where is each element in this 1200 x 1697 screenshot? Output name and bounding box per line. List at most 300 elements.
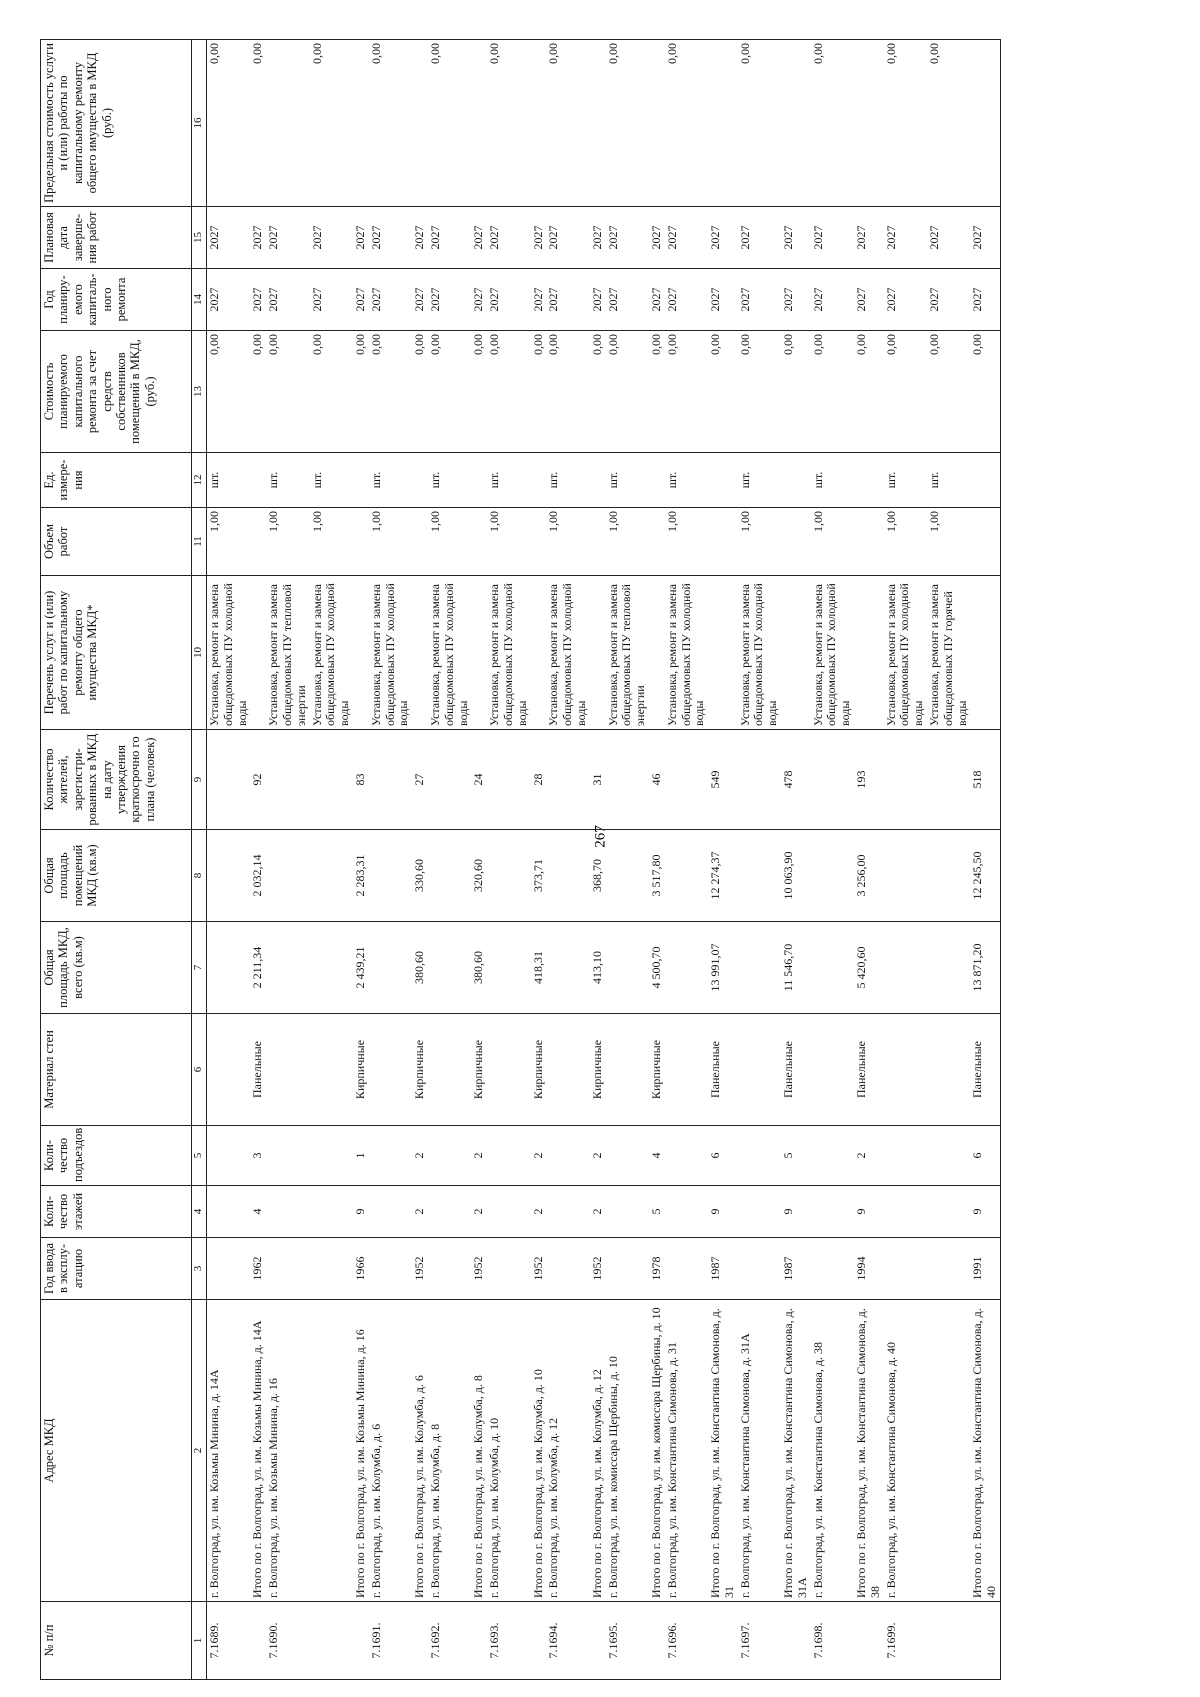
col-header: Общая площадь МКД, всего (кв.м): [41, 922, 192, 1014]
cell-unit: шт.: [738, 453, 781, 508]
cell-floors: 2: [412, 1186, 428, 1238]
table-row: [207, 40, 251, 1680]
cell-year: 2027: [590, 269, 606, 331]
cell-empty: [310, 1238, 353, 1300]
cell-num: 7.1697.: [738, 1602, 781, 1680]
cell-entrances: 2: [412, 1126, 428, 1186]
cell-floors: 5: [649, 1186, 665, 1238]
cell-address: г. Волгоград, ул. им. Константина Симонова, д. 38: [811, 1300, 854, 1602]
cell-volume: 1,00: [207, 508, 251, 576]
table-row: [738, 40, 781, 1680]
cell-empty: [310, 830, 353, 922]
cell-empty: [266, 1014, 309, 1126]
cell-address: Итого по г. Волгоград, ул. им. комиссара Щербины, д. 10: [649, 1300, 665, 1602]
cell-empty: [428, 1014, 471, 1126]
cell-empty: [606, 1126, 649, 1186]
cell-empty: [487, 1238, 530, 1300]
col-number: 1: [192, 1602, 207, 1680]
total-row: [649, 40, 665, 1680]
cell-area_rooms: 12 274,37: [708, 830, 738, 922]
cell-num: 7.1696.: [665, 1602, 708, 1680]
cell-empty: [590, 1602, 606, 1680]
cell-area_rooms: 320,60: [471, 830, 487, 922]
cell-empty: [546, 730, 589, 830]
cell-cost: 0,00: [854, 331, 884, 453]
cell-end: 2027: [353, 207, 369, 269]
cell-empty: [665, 1014, 708, 1126]
total-row: [412, 40, 428, 1680]
cell-empty: [738, 730, 781, 830]
cell-floors: 9: [353, 1186, 369, 1238]
cell-empty: [884, 1186, 927, 1238]
cell-volume: 1,00: [310, 508, 353, 576]
cell-empty: [207, 922, 251, 1014]
cell-empty: [369, 922, 412, 1014]
cell-unit: шт.: [606, 453, 649, 508]
cell-empty: [250, 576, 266, 730]
cell-cost: 0,00: [606, 331, 649, 453]
cell-empty: [471, 1602, 487, 1680]
col-header: Год ввода в эксплу-атацию: [41, 1238, 192, 1300]
cell-num: [310, 1602, 353, 1680]
cell-empty: [884, 922, 927, 1014]
cell-address: г. Волгоград, ул. им. Константина Симонова, д. 40: [884, 1300, 927, 1602]
cell-work: Установка, ремонт и замена общедомовых ПУ холодной воды: [546, 576, 589, 730]
col-number: 6: [192, 1014, 207, 1126]
cell-limit: 0,00: [738, 40, 781, 207]
cell-unit: шт.: [811, 453, 854, 508]
table-row: [811, 40, 854, 1680]
cell-address: Итого по г. Волгоград, ул. им. Константина Симонова, д. 31А: [781, 1300, 811, 1602]
cell-cost: 0,00: [590, 331, 606, 453]
total-row: [250, 40, 266, 1680]
cell-empty: [811, 922, 854, 1014]
cell-work: Установка, ремонт и замена общедомовых ПУ холодной воды: [369, 576, 412, 730]
cell-unit: шт.: [207, 453, 251, 508]
cell-empty: [546, 1014, 589, 1126]
cell-num: 7.1691.: [369, 1602, 412, 1680]
cell-residents: 27: [412, 730, 428, 830]
cell-num: 7.1695.: [606, 1602, 649, 1680]
cell-empty: [970, 453, 1000, 508]
cell-area_rooms: 3 517,80: [649, 830, 665, 922]
cell-unit: шт.: [266, 453, 309, 508]
total-row: [970, 40, 1000, 1680]
cell-end: 2027: [970, 207, 1000, 269]
cell-limit: [708, 40, 738, 207]
cell-empty: [665, 1126, 708, 1186]
cell-area_total: 2 439,21: [353, 922, 369, 1014]
cell-entrances: 6: [970, 1126, 1000, 1186]
cell-work: Установка, ремонт и замена общедомовых ПУ тепловой энергии: [606, 576, 649, 730]
cell-residents: 31: [590, 730, 606, 830]
cell-work: Установка, ремонт и замена общедомовых ПУ холодной воды: [207, 576, 251, 730]
col-number: 5: [192, 1126, 207, 1186]
cell-limit: [854, 40, 884, 207]
cell-empty: [487, 922, 530, 1014]
col-number: 11: [192, 508, 207, 576]
cell-empty: [428, 922, 471, 1014]
cell-empty: [546, 1186, 589, 1238]
cell-area_total: 418,31: [531, 922, 547, 1014]
cell-floors: 2: [590, 1186, 606, 1238]
cell-empty: [854, 453, 884, 508]
cell-year: 2027: [927, 269, 970, 331]
col-number: 14: [192, 269, 207, 331]
cell-floors: 4: [250, 1186, 266, 1238]
cell-limit: 0,00: [665, 40, 708, 207]
cell-year: 2027: [970, 269, 1000, 331]
cell-address: г. Волгоград, ул. им. Колумба, д. 10: [487, 1300, 530, 1602]
cell-area_rooms: 330,60: [412, 830, 428, 922]
cell-empty: [266, 1238, 309, 1300]
cell-walls: Панельные: [970, 1014, 1000, 1126]
cell-num: 7.1694.: [546, 1602, 589, 1680]
cell-limit: [781, 40, 811, 207]
cell-year: 2027: [207, 269, 251, 331]
cell-floors: 9: [970, 1186, 1000, 1238]
cell-empty: [738, 1126, 781, 1186]
cell-cost: 0,00: [649, 331, 665, 453]
cell-cost: 0,00: [310, 331, 353, 453]
cell-volume: 1,00: [927, 508, 970, 576]
cell-limit: 0,00: [927, 40, 970, 207]
cell-empty: [531, 1602, 547, 1680]
cell-limit: 0,00: [310, 40, 353, 207]
cell-work: Установка, ремонт и замена общедомовых ПУ холодной воды: [884, 576, 927, 730]
col-number: 4: [192, 1186, 207, 1238]
cell-volume: 1,00: [369, 508, 412, 576]
col-header: Плановая дата заверше-ния работ: [41, 207, 192, 269]
cell-cost: 0,00: [487, 331, 530, 453]
cell-end: 2027: [369, 207, 412, 269]
cell-built: 1952: [471, 1238, 487, 1300]
total-row: [590, 40, 606, 1680]
cell-residents: 46: [649, 730, 665, 830]
col-header: № п/п: [41, 1602, 192, 1680]
cell-empty: [927, 1126, 970, 1186]
cell-work: Установка, ремонт и замена общедомовых ПУ холодной воды: [738, 576, 781, 730]
cell-work: Установка, ремонт и замена общедомовых ПУ холодной воды: [487, 576, 530, 730]
cell-empty: [471, 453, 487, 508]
cell-area_rooms: 2 283,31: [353, 830, 369, 922]
cell-year: 2027: [546, 269, 589, 331]
cell-unit: шт.: [487, 453, 530, 508]
cell-empty: [207, 830, 251, 922]
cell-floors: 9: [708, 1186, 738, 1238]
cell-empty: [207, 1186, 251, 1238]
cell-empty: [884, 730, 927, 830]
cell-walls: Панельные: [250, 1014, 266, 1126]
cell-limit: [590, 40, 606, 207]
cell-address: Итого по г. Волгоград, ул. им. Константина Симонова, д. 38: [854, 1300, 884, 1602]
cell-entrances: 2: [531, 1126, 547, 1186]
cell-empty: [606, 830, 649, 922]
cell-empty: [708, 1602, 738, 1680]
cell-walls: Кирпичные: [412, 1014, 428, 1126]
cell-area_rooms: 368,70: [590, 830, 606, 922]
cell-empty: [811, 1238, 854, 1300]
cell-floors: 2: [471, 1186, 487, 1238]
cell-empty: [369, 1186, 412, 1238]
cell-unit: шт.: [428, 453, 471, 508]
cell-empty: [927, 830, 970, 922]
cell-area_total: 5 420,60: [854, 922, 884, 1014]
cell-volume: 1,00: [665, 508, 708, 576]
cell-walls: Панельные: [781, 1014, 811, 1126]
cell-built: 1991: [970, 1238, 1000, 1300]
cell-empty: [606, 922, 649, 1014]
cell-empty: [781, 1602, 811, 1680]
header-row: [41, 40, 192, 1680]
cell-entrances: 6: [708, 1126, 738, 1186]
cell-empty: [649, 576, 665, 730]
cell-empty: [665, 830, 708, 922]
cell-year: 2027: [412, 269, 428, 331]
table-row: [266, 40, 309, 1680]
cell-empty: [266, 830, 309, 922]
cell-empty: [487, 730, 530, 830]
cell-empty: [487, 1186, 530, 1238]
col-number: 7: [192, 922, 207, 1014]
page-number: 267: [592, 825, 609, 848]
cell-end: 2027: [471, 207, 487, 269]
cell-year: 2027: [606, 269, 649, 331]
cell-empty: [428, 1186, 471, 1238]
cell-limit: [970, 40, 1000, 207]
cell-cost: 0,00: [250, 331, 266, 453]
cell-end: 2027: [428, 207, 471, 269]
cell-year: 2027: [369, 269, 412, 331]
cell-empty: [531, 576, 547, 730]
cell-walls: Панельные: [854, 1014, 884, 1126]
cell-cost: 0,00: [531, 331, 547, 453]
cell-empty: [250, 453, 266, 508]
cell-area_total: 380,60: [471, 922, 487, 1014]
cell-volume: 1,00: [738, 508, 781, 576]
cell-work: Установка, ремонт и замена общедомовых ПУ холодной воды: [310, 576, 353, 730]
cell-floors: 9: [781, 1186, 811, 1238]
cell-empty: [546, 922, 589, 1014]
table-row: [546, 40, 589, 1680]
cell-address: Итого по г. Волгоград, ул. им. Колумба, д. 8: [471, 1300, 487, 1602]
cell-end: 2027: [708, 207, 738, 269]
cell-address: Итого по г. Волгоград, ул. им. Колумба, д. 6: [412, 1300, 428, 1602]
cell-limit: 0,00: [546, 40, 589, 207]
cell-cost: 0,00: [353, 331, 369, 453]
cell-limit: [353, 40, 369, 207]
cell-year: 2027: [884, 269, 927, 331]
cell-walls: Кирпичные: [590, 1014, 606, 1126]
cell-empty: [854, 576, 884, 730]
col-number: 16: [192, 40, 207, 207]
col-number: 15: [192, 207, 207, 269]
cell-year: 2027: [310, 269, 353, 331]
cell-built: 1952: [590, 1238, 606, 1300]
cell-floors: 2: [531, 1186, 547, 1238]
cell-built: 1978: [649, 1238, 665, 1300]
cell-cost: 0,00: [738, 331, 781, 453]
cell-empty: [531, 508, 547, 576]
cell-empty: [665, 1186, 708, 1238]
cell-empty: [428, 1126, 471, 1186]
cell-area_rooms: 10 063,90: [781, 830, 811, 922]
cell-unit: шт.: [369, 453, 412, 508]
col-header: Стоимость планируемого капитального ремонта за счет средств собственников помещений в МКД, (руб.): [41, 331, 192, 453]
cell-cost: 0,00: [471, 331, 487, 453]
cell-area_rooms: 2 032,14: [250, 830, 266, 922]
cell-entrances: 2: [854, 1126, 884, 1186]
cell-empty: [207, 1126, 251, 1186]
cell-cost: 0,00: [927, 331, 970, 453]
cell-empty: [665, 730, 708, 830]
cell-limit: 0,00: [207, 40, 251, 207]
cell-empty: [412, 576, 428, 730]
cell-limit: 0,00: [428, 40, 471, 207]
cell-end: 2027: [781, 207, 811, 269]
cell-walls: Кирпичные: [649, 1014, 665, 1126]
col-number: 8: [192, 830, 207, 922]
cell-address: Итого по г. Волгоград, ул. им. Колумба, д. 10: [531, 1300, 547, 1602]
total-row: [781, 40, 811, 1680]
cell-num: 7.1692.: [428, 1602, 471, 1680]
cell-volume: 1,00: [487, 508, 530, 576]
cell-address: [310, 1300, 353, 1602]
cell-empty: [266, 1126, 309, 1186]
cell-area_rooms: 12 245,50: [970, 830, 1000, 922]
cell-empty: [708, 576, 738, 730]
table-row: [369, 40, 412, 1680]
col-header: Количество жителей, зарегистри-рованных в МКД на дату утверждения краткосрочно го плана (человек): [41, 730, 192, 830]
cell-empty: [927, 1238, 970, 1300]
table-row: [884, 40, 927, 1680]
cell-walls: Кирпичные: [353, 1014, 369, 1126]
cell-end: 2027: [590, 207, 606, 269]
cell-limit: [266, 40, 309, 207]
cell-year: 2027: [811, 269, 854, 331]
cell-year: 2027: [266, 269, 309, 331]
cell-limit: 0,00: [369, 40, 412, 207]
cell-empty: [353, 576, 369, 730]
cell-end: 2027: [546, 207, 589, 269]
cell-residents: 28: [531, 730, 547, 830]
cell-end: 2027: [665, 207, 708, 269]
cell-cost: 0,00: [412, 331, 428, 453]
cell-empty: [811, 1186, 854, 1238]
cell-empty: [266, 1186, 309, 1238]
cell-empty: [471, 508, 487, 576]
cell-empty: [250, 1602, 266, 1680]
col-header: Адрес МКД: [41, 1300, 192, 1602]
cell-empty: [487, 830, 530, 922]
total-row: [471, 40, 487, 1680]
cell-cost: 0,00: [546, 331, 589, 453]
cell-empty: [487, 1126, 530, 1186]
cell-empty: [412, 1602, 428, 1680]
cell-volume: 1,00: [606, 508, 649, 576]
total-row: [531, 40, 547, 1680]
cell-year: 2027: [487, 269, 530, 331]
cell-empty: [970, 1602, 1000, 1680]
cell-empty: [665, 922, 708, 1014]
col-number: 10: [192, 576, 207, 730]
cell-end: 2027: [854, 207, 884, 269]
cell-work: Установка, ремонт и замена общедомовых ПУ холодной воды: [665, 576, 708, 730]
cell-floors: 9: [854, 1186, 884, 1238]
cell-work: Установка, ремонт и замена общедомовых ПУ тепловой энергии: [266, 576, 309, 730]
table-row: [428, 40, 471, 1680]
col-number: 9: [192, 730, 207, 830]
cell-area_total: 4 500,70: [649, 922, 665, 1014]
cell-limit: [531, 40, 547, 207]
cell-end: 2027: [412, 207, 428, 269]
cell-unit: шт.: [884, 453, 927, 508]
cell-cost: 0,00: [369, 331, 412, 453]
cell-volume: 1,00: [266, 508, 309, 576]
col-number: 13: [192, 331, 207, 453]
cell-built: 1952: [531, 1238, 547, 1300]
cell-unit: шт.: [546, 453, 589, 508]
cell-year: 2027: [531, 269, 547, 331]
col-number: 3: [192, 1238, 207, 1300]
cell-empty: [970, 576, 1000, 730]
cell-entrances: 3: [250, 1126, 266, 1186]
cell-residents: 83: [353, 730, 369, 830]
cell-empty: [927, 1014, 970, 1126]
cell-num: 7.1699.: [884, 1602, 927, 1680]
cell-work: Установка, ремонт и замена общедомовых ПУ горячей воды: [927, 576, 970, 730]
cell-end: 2027: [266, 207, 309, 269]
cell-empty: [606, 1238, 649, 1300]
cell-empty: [649, 508, 665, 576]
cell-residents: 478: [781, 730, 811, 830]
cell-limit: 0,00: [606, 40, 649, 207]
cell-limit: [412, 40, 428, 207]
cell-cost: 0,00: [665, 331, 708, 453]
cell-built: 1987: [708, 1238, 738, 1300]
cell-address: г. Волгоград, ул. им. Козьмы Минина, д. 16: [266, 1300, 309, 1602]
cell-area_total: 2 211,34: [250, 922, 266, 1014]
cell-empty: [649, 453, 665, 508]
cell-empty: [708, 508, 738, 576]
cell-empty: [428, 830, 471, 922]
cell-address: г. Волгоград, ул. им. Колумба, д. 8: [428, 1300, 471, 1602]
cell-empty: [310, 730, 353, 830]
cell-cost: 0,00: [207, 331, 251, 453]
table-row: [927, 40, 970, 1680]
cell-empty: [546, 1126, 589, 1186]
cell-empty: [369, 1014, 412, 1126]
cell-year: 2027: [781, 269, 811, 331]
col-number: 2: [192, 1300, 207, 1602]
cell-empty: [590, 453, 606, 508]
cell-cost: 0,00: [708, 331, 738, 453]
cell-empty: [781, 508, 811, 576]
cell-address: Итого по г. Волгоград, ул. им. Константина Симонова, д. 31: [708, 1300, 738, 1602]
cell-end: 2027: [606, 207, 649, 269]
cell-empty: [738, 922, 781, 1014]
cell-cost: 0,00: [781, 331, 811, 453]
cell-cost: 0,00: [884, 331, 927, 453]
cell-address: г. Волгоград, ул. им. комиссара Щербины, д. 10: [606, 1300, 649, 1602]
cell-address: Итого по г. Волгоград, ул. им. Козьмы Минина, д. 16: [353, 1300, 369, 1602]
cell-empty: [310, 922, 353, 1014]
cell-empty: [606, 730, 649, 830]
cell-area_total: 13 871,20: [970, 922, 1000, 1014]
cell-end: 2027: [310, 207, 353, 269]
cell-empty: [428, 730, 471, 830]
cell-empty: [590, 576, 606, 730]
